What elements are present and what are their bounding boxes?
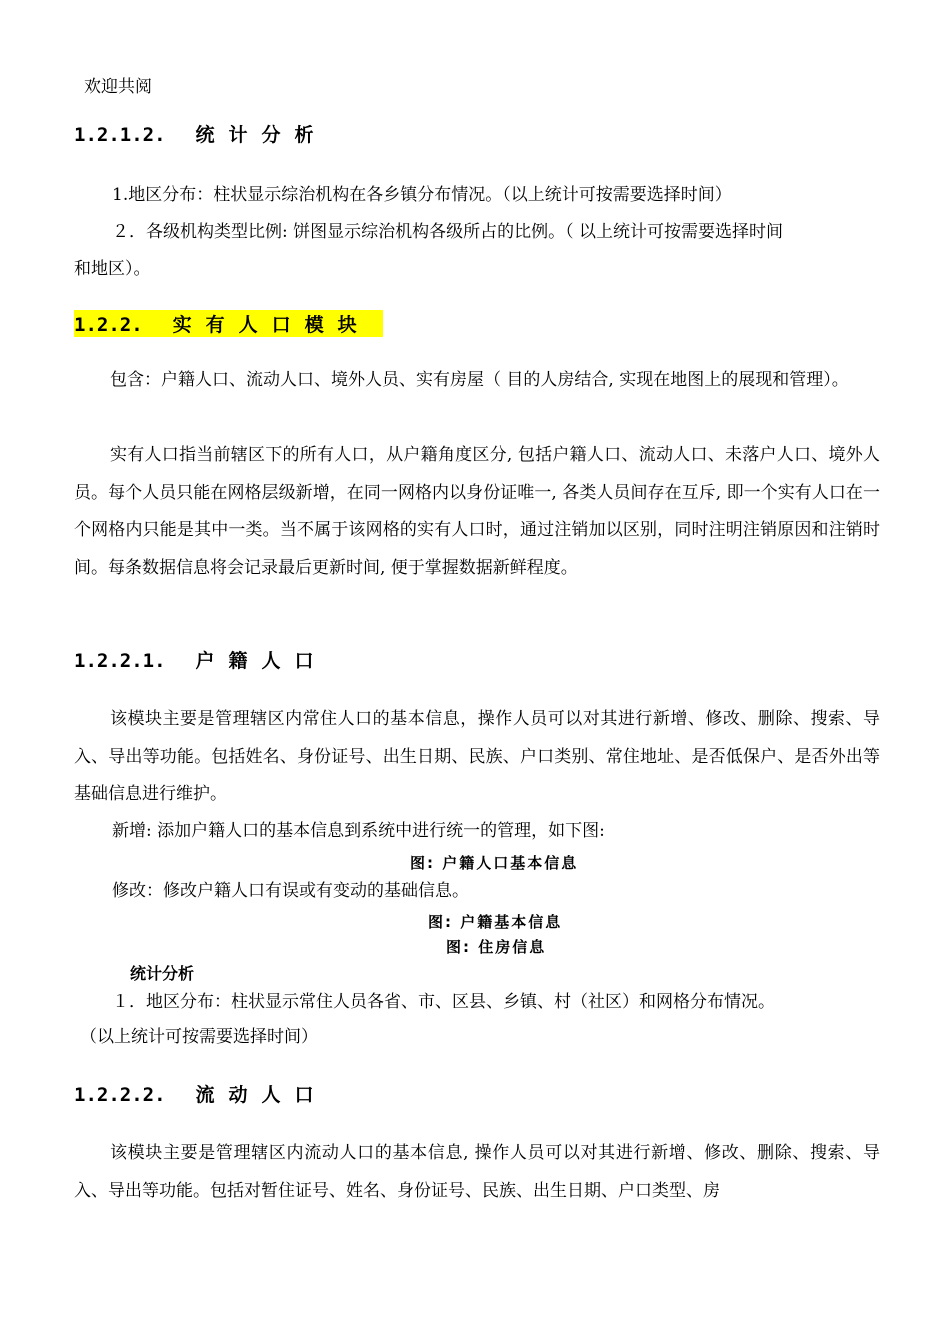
figure-caption-household-info: 图: 户籍人口基本信息	[410, 854, 579, 872]
paragraph-floating-module: 该模块主要是管理辖区内流动人口的基本信息, 操作人员可以对其进行新增、修改、删除、搜索、导入、导出等功能。包括对暂住证号、姓名、身份证号、民族、出生日期、户口类型、房	[74, 1143, 880, 1201]
section-heading-1-2-2	[74, 310, 383, 337]
section-title: 流动人口	[195, 1084, 328, 1106]
figure-caption-housing-info: 图: 住房信息	[446, 938, 547, 956]
paragraph-actual-population: 实有人口指当前辖区下的所有人口，从户籍角度区分, 包括户籍人口、流动人口、未落户人口、境外人员。每个人员只能在网格层级新增，在同一网格内以身份证唯一, 各类人员间存在互斥, 即一个实有人口在一个网格内只能是其中一类。当不属于该网格的实有人口时，通过注销加以区别，同时注明注销原因和注销时间。每条数据信息将会记录最后更新时间, 便于掌握数据新鲜程度。	[74, 445, 880, 578]
stat-region-distribution: １．地区分布：柱状显示常住人员各省、市、区县、乡镇、村（社区）和网格分布情况。	[112, 992, 775, 1012]
paragraph-add: 新增: 添加户籍人口的基本信息到系统中进行统一的管理，如下图:	[112, 821, 605, 841]
stat-note: （以上统计可按需要选择时间）	[80, 1027, 318, 1047]
stat-item-2-cont: 和地区）。	[74, 259, 151, 279]
section-title: 户籍人口	[195, 650, 328, 672]
stat-item-1: 1.地区分布：柱状显示综治机构在各乡镇分布情况。（以上统计可按需要选择时间）	[112, 185, 732, 205]
section-number: 1.2.2.2.	[74, 1084, 166, 1106]
section-heading-1-2-1-2	[74, 120, 328, 147]
paragraph-edit: 修改：修改户籍人口有误或有变动的基础信息。	[112, 881, 469, 901]
section-number: 1.2.1.2.	[74, 124, 166, 146]
section-heading-1-2-2-1	[74, 646, 328, 673]
figure-caption-household-basic: 图: 户籍基本信息	[428, 913, 563, 931]
page-header: 欢迎共阅	[84, 77, 152, 97]
section-title: 统计分析	[195, 124, 328, 146]
section-number: 1.2.2.	[74, 314, 143, 336]
section-number: 1.2.2.1.	[74, 650, 166, 672]
stat-item-2: ２．各级机构类型比例: 饼图显示综治机构各级所占的比例。（ 以上统计可按需要选择时间	[112, 222, 784, 242]
section-heading-1-2-2-2	[74, 1080, 328, 1107]
paragraph-includes: 包含：户籍人口、流动人口、境外人员、实有房屋（ 目的人房结合, 实现在地图上的展现和管理）。	[110, 370, 849, 390]
section-title: 实有人口模块	[172, 314, 371, 336]
paragraph-household-module: 该模块主要是管理辖区内常住人口的基本信息，操作人员可以对其进行新增、修改、删除、搜索、导入、导出等功能。包括姓名、身份证号、出生日期、民族、户口类别、常住地址、是否低保户、是否外出等基础信息进行维护。	[74, 709, 880, 804]
subheading-statistics: 统计分析	[130, 964, 195, 983]
